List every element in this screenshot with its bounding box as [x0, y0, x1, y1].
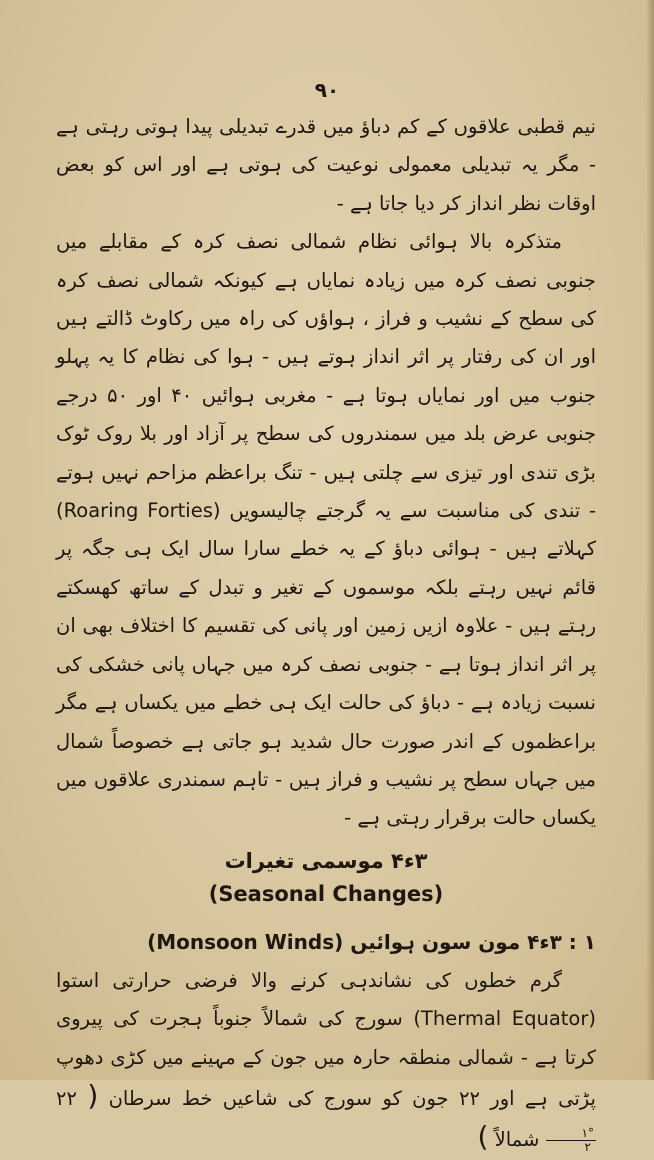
- paragraph-3-part1: گرم خطوں کی نشاندہی کرنے والا فرضی حرارتی استوا: [56, 968, 562, 992]
- subsection-title: مون سون ہوائیں: [350, 929, 521, 954]
- section-title-en: (Seasonal Changes): [208, 881, 444, 906]
- open-paren: (: [87, 1078, 99, 1112]
- section-heading: [56, 844, 596, 878]
- subsection-number: ۱ : ۳ء۴: [527, 929, 596, 954]
- paragraph-2: [56, 223, 596, 838]
- degree-whole: ۲۲: [56, 1086, 77, 1110]
- subsection-title-en: (Monsoon Winds): [147, 929, 344, 954]
- paragraph-1: نیم قطبی علاقوں کے کم دباؤ میں قدرے تبدیلی پیدا ہوتی رہتی ہے - مگر یہ تبدیلی معمولی نوعیت کی ہوتی ہے اور اس کو بعض اوقات نظر انداز کر دیا جاتا ہے -: [56, 115, 596, 215]
- subsection-heading: [56, 922, 596, 962]
- close-paren: ): [477, 1120, 489, 1154]
- page-edge-shadow: [646, 0, 654, 1080]
- body-text: [56, 108, 596, 1160]
- thermal-equator-term: (Thermal Equator): [413, 1007, 596, 1031]
- section-heading-block: [56, 844, 596, 910]
- section-number: ۳ء۴: [391, 848, 428, 873]
- roaring-before: چالیسویں: [229, 499, 307, 523]
- degree-fraction: [546, 1127, 596, 1154]
- paragraph-2-text: متذکرہ بالا ہوائی نظام شمالی نصف کرہ کے مقابلے میں جنوبی نصف کرہ میں زیادہ نمایاں ہے کیونکہ شمالی نصف کرہ کی سطح کے نشیب و فراز ، ہواؤں کی راہ میں رکاوٹ ڈالتے ہیں اور ان کی رفتار پر اثر انداز ہوتے ہیں - ہوا کی نظام کا یہ پہلو جنوب میں اور نمایاں ہوتا ہے - مغربی ہوائیں ۴۰ اور ۵۰ درجے جنوبی عرض بلد میں سمندروں کی سطح پر آزاد اور بلا روک ٹوک بڑی تندی اور تیزی سے چلتی ہیں - تنگ براعظم مزاحم نہیں ہوتے - تندی کی مناسبت سے یہ گرجتے: [56, 230, 597, 523]
- section-title: موسمی تغیرات: [224, 848, 384, 873]
- page-number: ۹۰: [314, 78, 340, 102]
- roaring-after: کہلاتے ہیں - ہوائی دباؤ کے یہ خطے سارا سال ایک ہی جگہ پر قائم نہیں رہتے بلکہ موسموں کے تغیر و تبدل کے ساتھ کھسکتے رہتے ہیں - علاوہ ازیں زمین اور پانی کی تقسیم کا اختلاف بھی ان پر اثر انداز ہوتا ہے - جنوبی نصف کرہ میں جہاں پانی خشکی کی نسبت زیادہ ہے - دباؤ کی حالت ایک ہی خطے میں یکساں ہے مگر براعظموں کے اندر صورت حال شدید ہو جاتی ہے خصوصاً شمال میں جہاں سطح پر نشیب و فراز ہیں - تاہم سمندری علاقوں میں یکساں حالت برقرار رہتی ہے -: [56, 537, 596, 830]
- paragraph-3-part2: سورج کی شمالاً جنوباً ہجرت کی پیروی کرتا ہے - شمالی منطقہ حارہ میں جون کے مہینے میں کڑی دھوپ پڑتی ہے اور ۲۲ جون کو سورج کی شاعیں خط سرطان: [56, 1007, 596, 1110]
- fraction-denominator: ۲: [584, 1140, 591, 1155]
- roaring-forties-term: (Roaring Forties): [56, 499, 221, 523]
- paragraph-3: [56, 962, 596, 1160]
- paragraph-3-part3: شمالاً: [494, 1128, 540, 1152]
- fraction-numerator: ۱°: [546, 1127, 596, 1141]
